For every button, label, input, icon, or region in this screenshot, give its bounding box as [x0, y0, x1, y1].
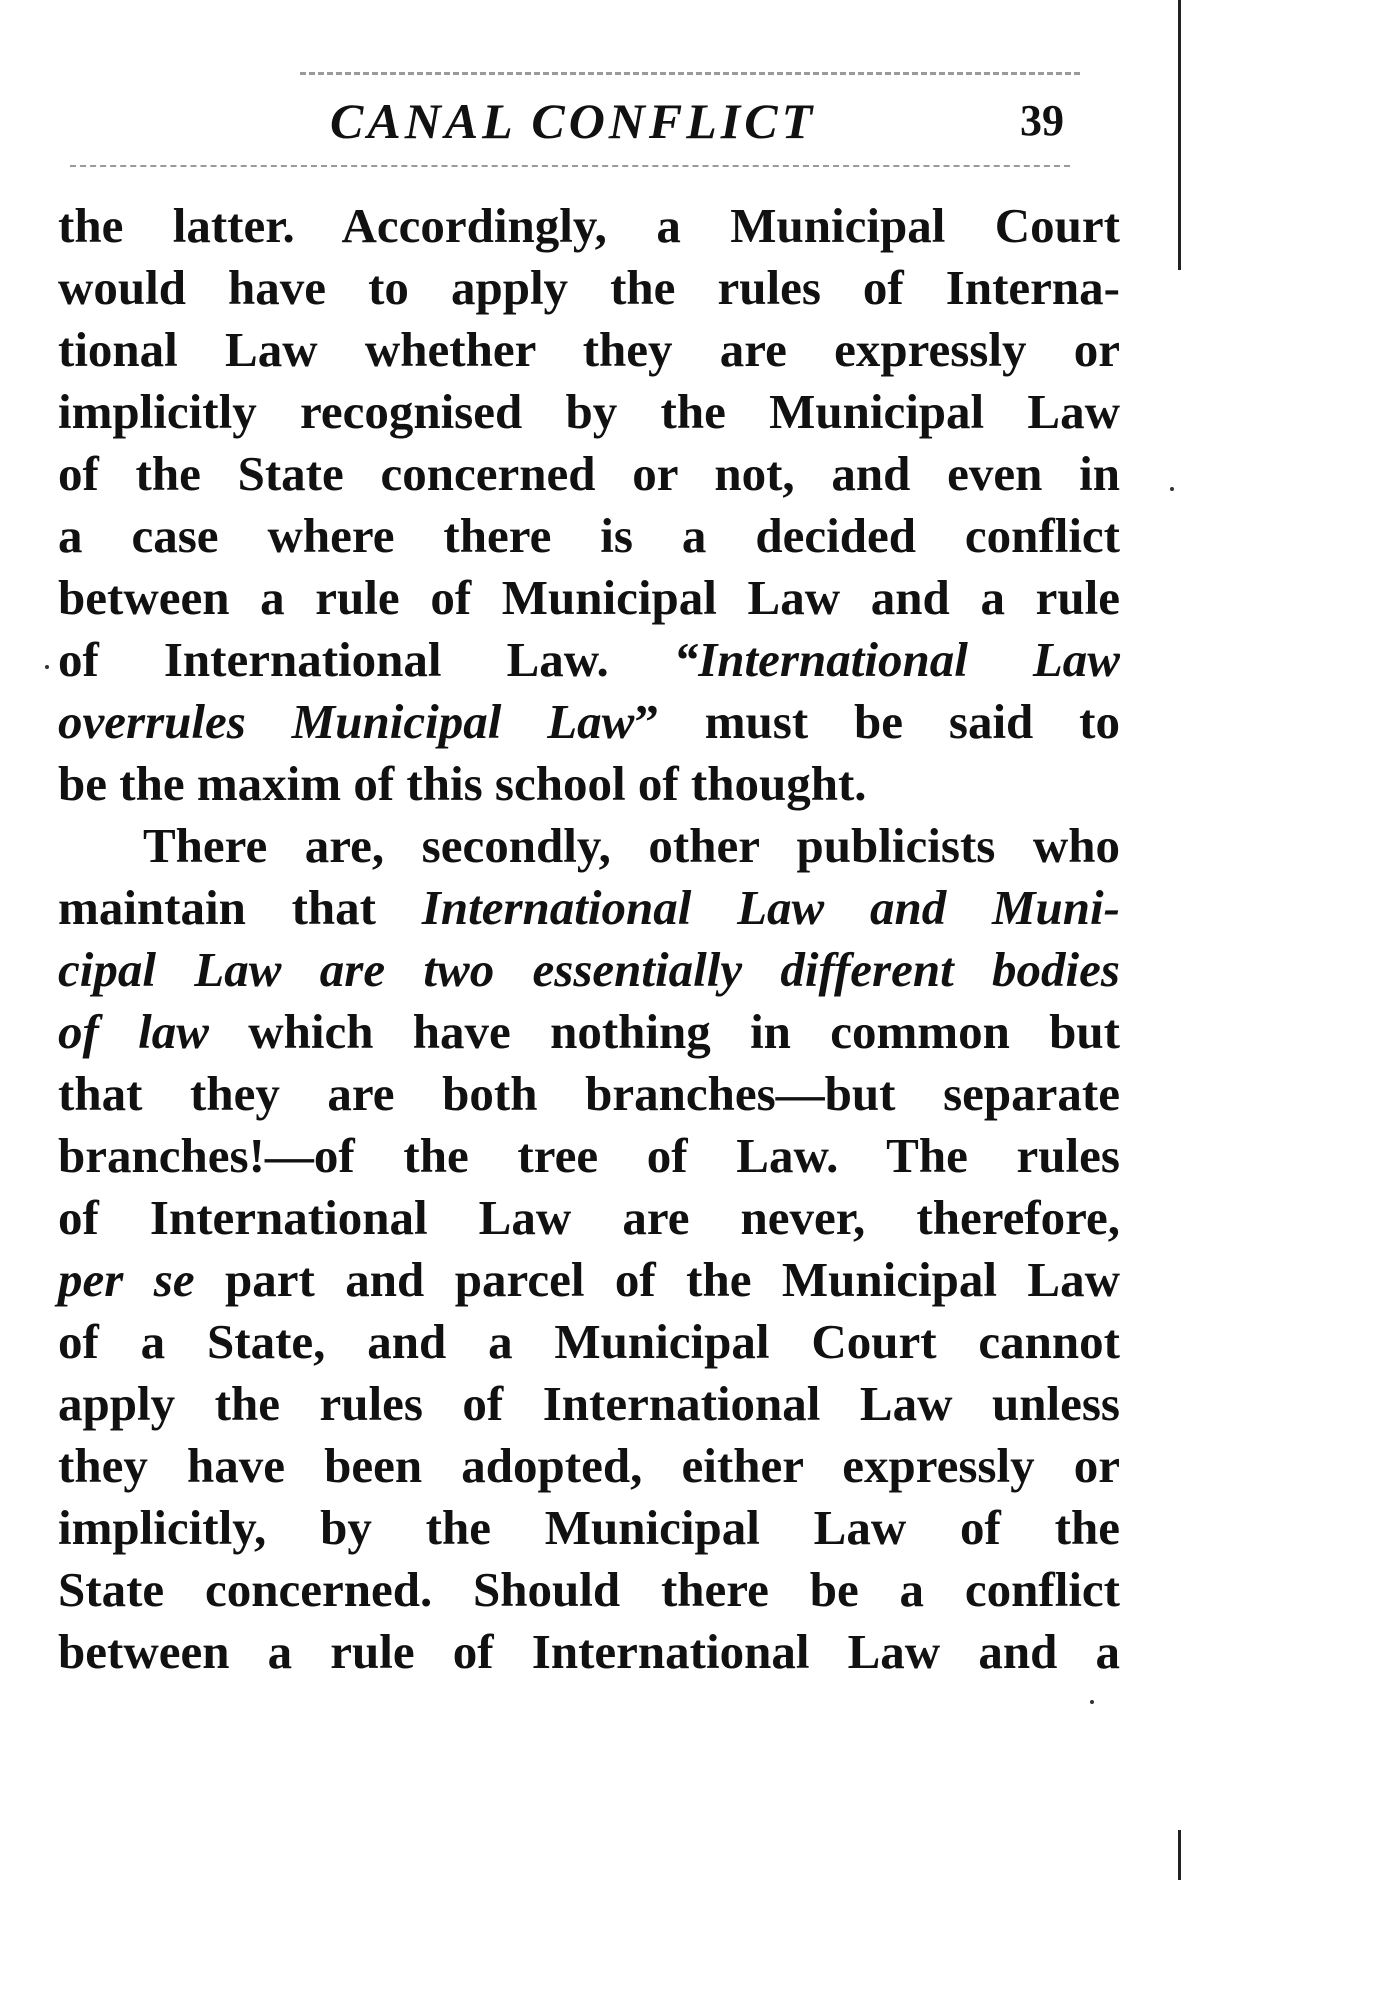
text-segment: There are, secondly, other publicists who — [143, 818, 1120, 873]
print-speck — [1170, 487, 1174, 491]
text-line — [58, 1249, 1120, 1311]
text-line — [58, 319, 1120, 381]
text-line — [58, 1001, 1120, 1063]
print-speck — [45, 665, 49, 669]
italic-segment: per se — [58, 1252, 195, 1307]
text-segment: State concerned. Should there be a conflict — [58, 1562, 1120, 1617]
text-segment: apply the rules of International Law unless — [58, 1376, 1120, 1431]
text-segment: part and parcel of the Municipal Law — [194, 1252, 1120, 1307]
text-segment: maintain that — [58, 880, 422, 935]
text-segment: between a rule of Municipal Law and a rule — [58, 570, 1120, 625]
italic-segment: cipal Law are two essentially different bodies — [58, 942, 1120, 997]
text-line — [58, 1311, 1120, 1373]
text-line — [58, 939, 1120, 1001]
text-segment: tional Law whether they are expressly or — [58, 322, 1120, 377]
text-segment: they have been adopted, either expressly or — [58, 1438, 1120, 1493]
text-segment: would have to apply the rules of Interna- — [58, 260, 1120, 315]
text-line — [58, 815, 1120, 877]
text-segment: the latter. Accordingly, a Municipal Court — [58, 198, 1120, 253]
text-line — [58, 1559, 1120, 1621]
text-segment: of a State, and a Municipal Court cannot — [58, 1314, 1120, 1369]
page-number: 39 — [1020, 96, 1064, 145]
body-text — [58, 195, 1120, 1683]
header-top-rule — [300, 72, 1080, 75]
text-line — [58, 1497, 1120, 1559]
page-edge-line — [1178, 0, 1181, 270]
text-segment: which have nothing in common but — [208, 1004, 1120, 1059]
text-segment: branches!—of the tree of Law. The rules — [58, 1128, 1120, 1183]
text-line — [58, 381, 1120, 443]
text-line — [58, 505, 1120, 567]
text-line — [58, 195, 1120, 257]
text-segment: be the maxim of this school of thought. — [58, 756, 867, 811]
text-segment: a case where there is a decided conflict — [58, 508, 1120, 563]
italic-segment: of law — [58, 1004, 209, 1059]
text-line — [58, 1063, 1120, 1125]
text-line — [58, 1187, 1120, 1249]
text-line — [58, 567, 1120, 629]
text-line — [58, 1621, 1120, 1683]
italic-segment: “International Law — [673, 632, 1120, 687]
italic-segment: International Law and Muni- — [421, 880, 1120, 935]
text-segment: of International Law are never, therefore, — [58, 1190, 1120, 1245]
running-head: CANAL CONFLICT — [330, 93, 817, 149]
text-line — [58, 1373, 1120, 1435]
page-edge-line-lower — [1178, 1830, 1181, 1880]
text-segment: that they are both branches—but separate — [58, 1066, 1120, 1121]
text-line — [58, 257, 1120, 319]
text-segment: between a rule of International Law and a — [58, 1624, 1120, 1679]
text-line — [58, 443, 1120, 505]
text-segment: implicitly recognised by the Municipal Law — [58, 384, 1120, 439]
text-line — [58, 691, 1120, 753]
text-segment: of International Law. — [58, 632, 674, 687]
italic-segment: overrules Municipal Law — [58, 694, 635, 749]
text-line — [58, 753, 1120, 815]
text-segment: implicitly, by the Municipal Law of the — [58, 1500, 1120, 1555]
header-bottom-rule — [70, 165, 1070, 167]
text-line — [58, 1435, 1120, 1497]
print-speck — [1090, 1700, 1094, 1704]
text-line — [58, 1125, 1120, 1187]
text-segment: of the State concerned or not, and even in — [58, 446, 1120, 501]
text-line — [58, 629, 1120, 691]
text-segment: ” must be said to — [634, 694, 1120, 749]
text-line — [58, 877, 1120, 939]
